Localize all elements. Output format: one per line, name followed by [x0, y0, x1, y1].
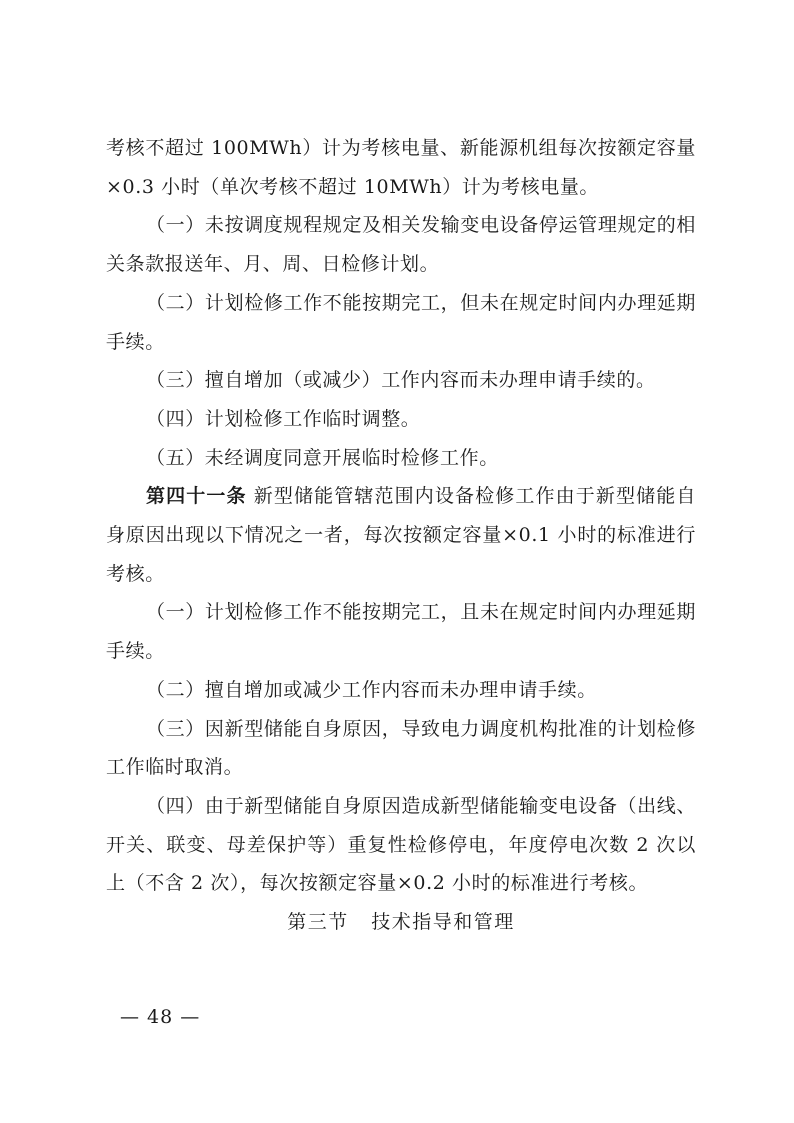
list-item-5: （五）未经调度同意开展临时检修工作。	[146, 446, 499, 469]
article-41-item-3: （三）因新型储能自身原因，导致电力调度机构批准的计划检修工作临时取消。	[106, 717, 696, 779]
list-item-3: （三）擅自增加（或减少）工作内容而未办理申请手续的。	[146, 369, 656, 392]
article-41-item-4: （四）由于新型储能自身原因造成新型储能输变电设备（出线、开关、联变、母差保护等）重复性检修停电，年度停电次数 2 次以上（不含 2 次），每次按额定容量×0.2 小时的标准进行考核。	[106, 794, 696, 895]
article-41	[106, 477, 696, 593]
list-item-1: （一）未按调度规程规定及相关发输变电设备停运管理规定的相关条款报送年、月、周、日检修计划。	[106, 214, 696, 276]
paragraph-continuation: 考核不超过 100MWh）计为考核电量、新能源机组每次按额定容量×0.3 小时（单次考核不超过 10MWh）计为考核电量。	[106, 137, 696, 198]
article-41-label: 第四十一条	[146, 485, 247, 508]
document-body	[106, 129, 696, 942]
article-41-item-2: （二）擅自增加或减少工作内容而未办理申请手续。	[146, 678, 597, 701]
article-41-text: 新型储能管辖范围内设备检修工作由于新型储能自身原因出现以下情况之一者，每次按额定容量×0.1 小时的标准进行考核。	[106, 485, 696, 585]
page-number: — 48 —	[120, 1006, 201, 1028]
list-item-4: （四）计划检修工作临时调整。	[146, 407, 421, 430]
section-heading: 第三节 技术指导和管理	[287, 911, 515, 934]
list-item-2: （二）计划检修工作不能按期完工，但未在规定时间内办理延期手续。	[106, 291, 696, 353]
article-41-item-1: （一）计划检修工作不能按期完工，且未在规定时间内办理延期手续。	[106, 601, 696, 663]
